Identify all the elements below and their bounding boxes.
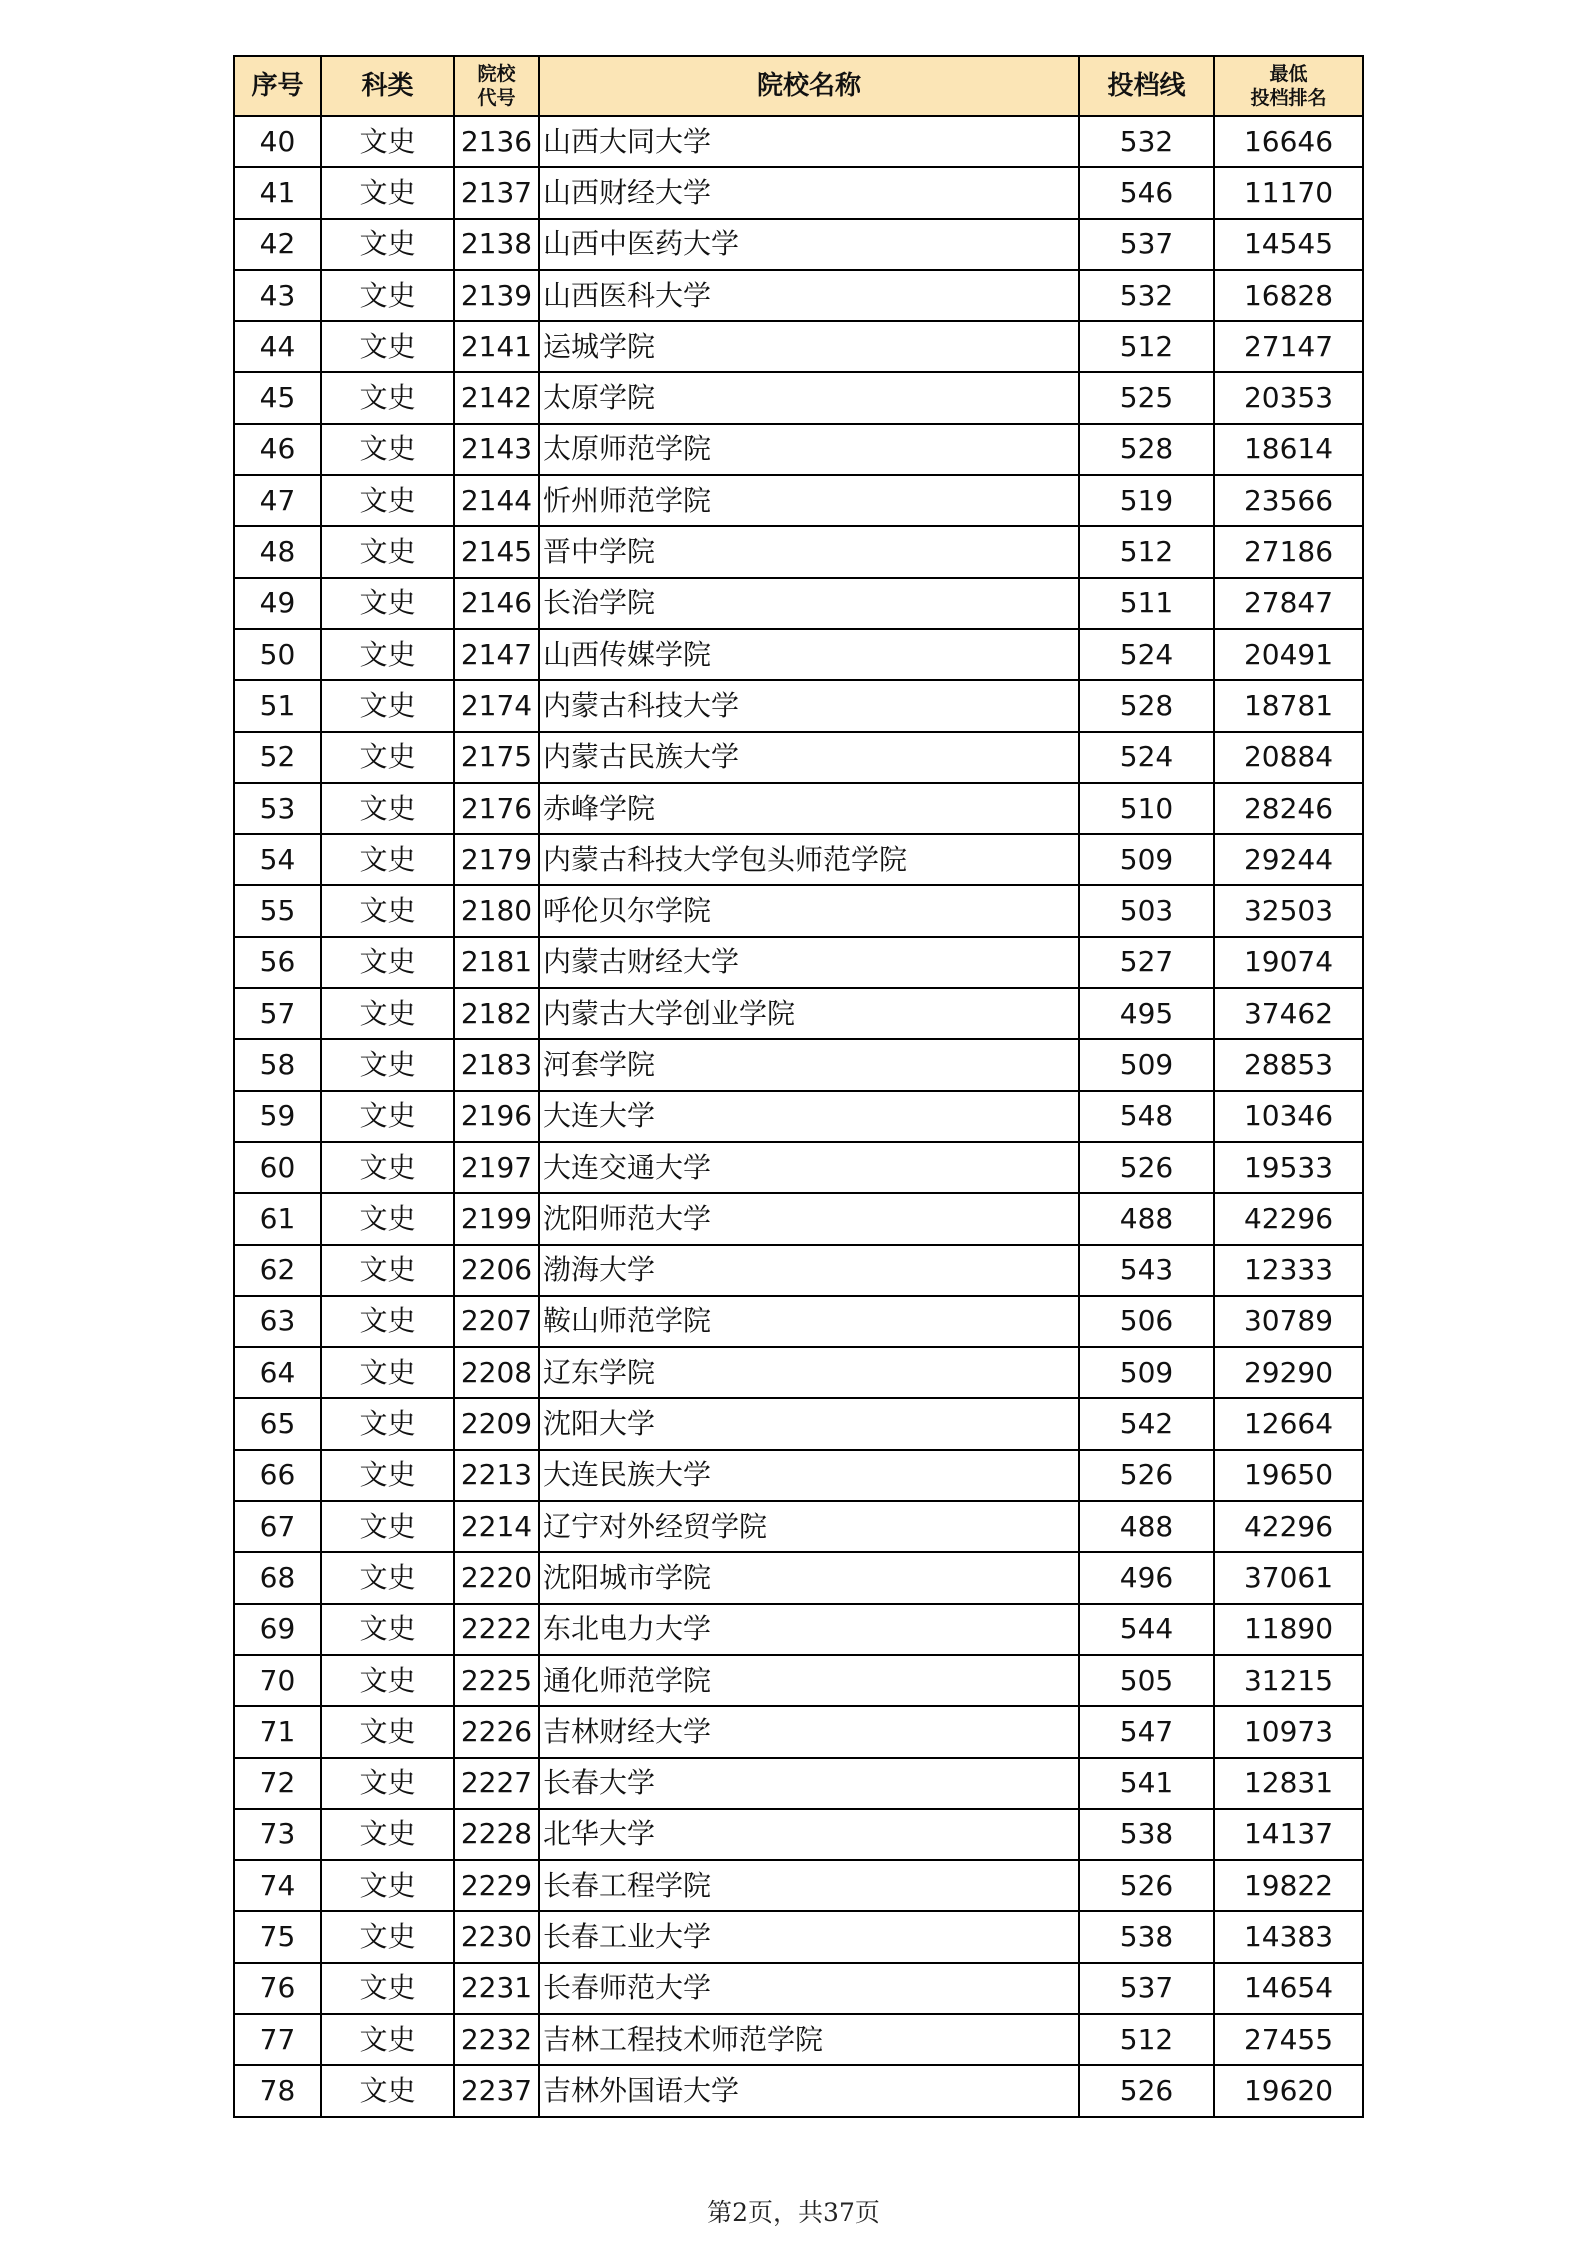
cell-school-code: 2226	[454, 1706, 539, 1757]
table-row	[234, 1450, 1363, 1501]
cell-school-name: 内蒙古科技大学包头师范学院	[539, 834, 1079, 885]
cell-seq: 64	[234, 1347, 321, 1398]
cell-seq: 78	[234, 2065, 321, 2116]
header-category: 科类	[321, 56, 454, 116]
cell-admission-line: 526	[1079, 1450, 1214, 1501]
cell-school-name: 沈阳城市学院	[539, 1552, 1079, 1603]
cell-school-code: 2214	[454, 1501, 539, 1552]
cell-school-name: 大连民族大学	[539, 1450, 1079, 1501]
cell-admission-line: 512	[1079, 321, 1214, 372]
cell-admission-line: 532	[1079, 116, 1214, 167]
cell-category: 文史	[321, 270, 454, 321]
cell-category: 文史	[321, 219, 454, 270]
cell-category: 文史	[321, 475, 454, 526]
table-row	[234, 2065, 1363, 2116]
cell-school-name: 辽宁对外经贸学院	[539, 1501, 1079, 1552]
cell-school-name: 内蒙古民族大学	[539, 732, 1079, 783]
cell-seq: 74	[234, 1860, 321, 1911]
cell-category: 文史	[321, 988, 454, 1039]
cell-min-rank: 18781	[1214, 680, 1363, 731]
cell-min-rank: 12664	[1214, 1398, 1363, 1449]
table-row	[234, 1501, 1363, 1552]
cell-admission-line: 526	[1079, 1142, 1214, 1193]
cell-school-code: 2144	[454, 475, 539, 526]
cell-category: 文史	[321, 1706, 454, 1757]
cell-admission-line: 528	[1079, 424, 1214, 475]
admission-score-sheet	[233, 55, 1362, 2118]
cell-min-rank: 12831	[1214, 1758, 1363, 1809]
cell-school-code: 2174	[454, 680, 539, 731]
cell-category: 文史	[321, 1245, 454, 1296]
cell-category: 文史	[321, 424, 454, 475]
table-row	[234, 1809, 1363, 1860]
cell-school-code: 2181	[454, 937, 539, 988]
cell-seq: 69	[234, 1604, 321, 1655]
cell-admission-line: 532	[1079, 270, 1214, 321]
cell-school-name: 长春大学	[539, 1758, 1079, 1809]
cell-school-code: 2232	[454, 2014, 539, 2065]
cell-category: 文史	[321, 578, 454, 629]
cell-school-code: 2209	[454, 1398, 539, 1449]
header-school-code	[454, 56, 539, 116]
cell-admission-line: 512	[1079, 2014, 1214, 2065]
cell-school-name: 长治学院	[539, 578, 1079, 629]
cell-min-rank: 14383	[1214, 1911, 1363, 1962]
cell-category: 文史	[321, 1347, 454, 1398]
cell-school-code: 2220	[454, 1552, 539, 1603]
cell-min-rank: 27455	[1214, 2014, 1363, 2065]
cell-seq: 77	[234, 2014, 321, 2065]
cell-school-name: 辽东学院	[539, 1347, 1079, 1398]
cell-school-name: 太原学院	[539, 372, 1079, 423]
cell-school-name: 长春工程学院	[539, 1860, 1079, 1911]
cell-school-code: 2222	[454, 1604, 539, 1655]
cell-admission-line: 527	[1079, 937, 1214, 988]
cell-category: 文史	[321, 834, 454, 885]
cell-category: 文史	[321, 321, 454, 372]
cell-admission-line: 506	[1079, 1296, 1214, 1347]
table-row	[234, 167, 1363, 218]
table-row	[234, 219, 1363, 270]
cell-school-name: 吉林财经大学	[539, 1706, 1079, 1757]
cell-admission-line: 509	[1079, 1347, 1214, 1398]
table-row	[234, 732, 1363, 783]
table-row	[234, 424, 1363, 475]
table-row	[234, 578, 1363, 629]
cell-school-code: 2143	[454, 424, 539, 475]
table-row	[234, 680, 1363, 731]
cell-seq: 50	[234, 629, 321, 680]
cell-seq: 70	[234, 1655, 321, 1706]
cell-school-code: 2207	[454, 1296, 539, 1347]
cell-school-code: 2138	[454, 219, 539, 270]
cell-school-code: 2146	[454, 578, 539, 629]
cell-admission-line: 526	[1079, 2065, 1214, 2116]
table-row	[234, 1706, 1363, 1757]
cell-seq: 58	[234, 1039, 321, 1090]
cell-admission-line: 488	[1079, 1501, 1214, 1552]
cell-school-name: 山西大同大学	[539, 116, 1079, 167]
cell-category: 文史	[321, 783, 454, 834]
header-admission-line: 投档线	[1079, 56, 1214, 116]
table-header-row	[234, 56, 1363, 116]
cell-admission-line: 542	[1079, 1398, 1214, 1449]
cell-min-rank: 19620	[1214, 2065, 1363, 2116]
cell-school-name: 运城学院	[539, 321, 1079, 372]
cell-min-rank: 11890	[1214, 1604, 1363, 1655]
cell-category: 文史	[321, 885, 454, 936]
cell-category: 文史	[321, 2014, 454, 2065]
cell-school-name: 晋中学院	[539, 526, 1079, 577]
table-row	[234, 1193, 1363, 1244]
cell-school-code: 2208	[454, 1347, 539, 1398]
cell-school-code: 2145	[454, 526, 539, 577]
cell-min-rank: 20491	[1214, 629, 1363, 680]
cell-school-name: 大连大学	[539, 1091, 1079, 1142]
cell-school-code: 2179	[454, 834, 539, 885]
cell-category: 文史	[321, 1450, 454, 1501]
cell-school-name: 长春师范大学	[539, 1963, 1079, 2014]
cell-school-name: 赤峰学院	[539, 783, 1079, 834]
cell-admission-line: 510	[1079, 783, 1214, 834]
cell-min-rank: 37061	[1214, 1552, 1363, 1603]
cell-min-rank: 27147	[1214, 321, 1363, 372]
cell-admission-line: 509	[1079, 834, 1214, 885]
cell-admission-line: 509	[1079, 1039, 1214, 1090]
cell-seq: 72	[234, 1758, 321, 1809]
cell-category: 文史	[321, 1193, 454, 1244]
cell-category: 文史	[321, 680, 454, 731]
cell-school-code: 2176	[454, 783, 539, 834]
cell-seq: 75	[234, 1911, 321, 1962]
cell-min-rank: 20884	[1214, 732, 1363, 783]
cell-category: 文史	[321, 372, 454, 423]
cell-seq: 59	[234, 1091, 321, 1142]
header-school-code-line2: 代号	[477, 87, 516, 109]
cell-min-rank: 10346	[1214, 1091, 1363, 1142]
table-row	[234, 372, 1363, 423]
cell-school-code: 2225	[454, 1655, 539, 1706]
cell-admission-line: 524	[1079, 732, 1214, 783]
cell-seq: 71	[234, 1706, 321, 1757]
header-min-rank-line1: 最低	[1269, 63, 1308, 85]
cell-seq: 61	[234, 1193, 321, 1244]
table-row	[234, 1039, 1363, 1090]
header-school-code-line1: 院校	[477, 63, 516, 85]
cell-school-code: 2229	[454, 1860, 539, 1911]
cell-min-rank: 14654	[1214, 1963, 1363, 2014]
cell-school-name: 北华大学	[539, 1809, 1079, 1860]
cell-seq: 47	[234, 475, 321, 526]
table-row	[234, 2014, 1363, 2065]
cell-school-code: 2213	[454, 1450, 539, 1501]
cell-category: 文史	[321, 1604, 454, 1655]
cell-school-name: 沈阳大学	[539, 1398, 1079, 1449]
cell-school-name: 山西传媒学院	[539, 629, 1079, 680]
cell-seq: 44	[234, 321, 321, 372]
cell-school-code: 2137	[454, 167, 539, 218]
cell-school-code: 2139	[454, 270, 539, 321]
cell-category: 文史	[321, 116, 454, 167]
cell-min-rank: 10973	[1214, 1706, 1363, 1757]
table-row	[234, 1911, 1363, 1962]
cell-category: 文史	[321, 937, 454, 988]
table-row	[234, 1347, 1363, 1398]
cell-min-rank: 28246	[1214, 783, 1363, 834]
cell-seq: 56	[234, 937, 321, 988]
cell-seq: 54	[234, 834, 321, 885]
cell-seq: 68	[234, 1552, 321, 1603]
cell-school-code: 2142	[454, 372, 539, 423]
cell-school-code: 2227	[454, 1758, 539, 1809]
table-row	[234, 1758, 1363, 1809]
cell-category: 文史	[321, 1860, 454, 1911]
cell-school-name: 山西医科大学	[539, 270, 1079, 321]
cell-category: 文史	[321, 1296, 454, 1347]
table-row	[234, 1091, 1363, 1142]
cell-school-name: 忻州师范学院	[539, 475, 1079, 526]
cell-admission-line: 538	[1079, 1809, 1214, 1860]
page-footer: 第2页，共37页	[707, 2198, 880, 2227]
cell-school-code: 2197	[454, 1142, 539, 1193]
cell-min-rank: 30789	[1214, 1296, 1363, 1347]
cell-school-code: 2175	[454, 732, 539, 783]
cell-seq: 66	[234, 1450, 321, 1501]
cell-category: 文史	[321, 1552, 454, 1603]
cell-admission-line: 544	[1079, 1604, 1214, 1655]
cell-min-rank: 23566	[1214, 475, 1363, 526]
cell-seq: 63	[234, 1296, 321, 1347]
cell-seq: 62	[234, 1245, 321, 1296]
admission-score-table	[233, 55, 1364, 2118]
cell-school-name: 长春工业大学	[539, 1911, 1079, 1962]
table-row	[234, 885, 1363, 936]
cell-school-code: 2141	[454, 321, 539, 372]
cell-min-rank: 42296	[1214, 1193, 1363, 1244]
cell-school-code: 2196	[454, 1091, 539, 1142]
cell-school-name: 内蒙古大学创业学院	[539, 988, 1079, 1039]
cell-category: 文史	[321, 1142, 454, 1193]
cell-seq: 45	[234, 372, 321, 423]
cell-min-rank: 27847	[1214, 578, 1363, 629]
table-row	[234, 834, 1363, 885]
cell-category: 文史	[321, 1655, 454, 1706]
table-row	[234, 783, 1363, 834]
cell-school-name: 太原师范学院	[539, 424, 1079, 475]
cell-min-rank: 16646	[1214, 116, 1363, 167]
header-school-name: 院校名称	[539, 56, 1079, 116]
cell-school-code: 2182	[454, 988, 539, 1039]
cell-school-name: 鞍山师范学院	[539, 1296, 1079, 1347]
table-row	[234, 1552, 1363, 1603]
cell-admission-line: 538	[1079, 1911, 1214, 1962]
cell-category: 文史	[321, 1758, 454, 1809]
cell-school-name: 吉林工程技术师范学院	[539, 2014, 1079, 2065]
table-row	[234, 475, 1363, 526]
cell-category: 文史	[321, 167, 454, 218]
cell-admission-line: 541	[1079, 1758, 1214, 1809]
table-row	[234, 321, 1363, 372]
cell-school-code: 2230	[454, 1911, 539, 1962]
table-row	[234, 526, 1363, 577]
cell-min-rank: 42296	[1214, 1501, 1363, 1552]
cell-school-name: 山西财经大学	[539, 167, 1079, 218]
cell-school-name: 东北电力大学	[539, 1604, 1079, 1655]
cell-school-name: 大连交通大学	[539, 1142, 1079, 1193]
table-row	[234, 270, 1363, 321]
table-row	[234, 1398, 1363, 1449]
cell-school-name: 呼伦贝尔学院	[539, 885, 1079, 936]
cell-admission-line: 543	[1079, 1245, 1214, 1296]
cell-admission-line: 537	[1079, 1963, 1214, 2014]
cell-min-rank: 20353	[1214, 372, 1363, 423]
cell-admission-line: 547	[1079, 1706, 1214, 1757]
cell-seq: 42	[234, 219, 321, 270]
header-min-rank-line2: 投档排名	[1250, 87, 1327, 109]
cell-min-rank: 12333	[1214, 1245, 1363, 1296]
cell-school-name: 通化师范学院	[539, 1655, 1079, 1706]
cell-min-rank: 31215	[1214, 1655, 1363, 1706]
cell-school-code: 2136	[454, 116, 539, 167]
cell-seq: 76	[234, 1963, 321, 2014]
table-row	[234, 1604, 1363, 1655]
cell-admission-line: 528	[1079, 680, 1214, 731]
cell-school-name: 内蒙古科技大学	[539, 680, 1079, 731]
cell-seq: 40	[234, 116, 321, 167]
cell-admission-line: 519	[1079, 475, 1214, 526]
cell-school-name: 河套学院	[539, 1039, 1079, 1090]
table-row	[234, 1142, 1363, 1193]
table-row	[234, 937, 1363, 988]
cell-min-rank: 29290	[1214, 1347, 1363, 1398]
cell-seq: 73	[234, 1809, 321, 1860]
cell-admission-line: 496	[1079, 1552, 1214, 1603]
cell-seq: 65	[234, 1398, 321, 1449]
cell-category: 文史	[321, 2065, 454, 2116]
cell-min-rank: 19074	[1214, 937, 1363, 988]
cell-category: 文史	[321, 732, 454, 783]
cell-school-code: 2237	[454, 2065, 539, 2116]
cell-category: 文史	[321, 629, 454, 680]
table-row	[234, 1296, 1363, 1347]
cell-min-rank: 29244	[1214, 834, 1363, 885]
cell-min-rank: 19822	[1214, 1860, 1363, 1911]
cell-admission-line: 495	[1079, 988, 1214, 1039]
cell-admission-line: 503	[1079, 885, 1214, 936]
table-row	[234, 1963, 1363, 2014]
table-row	[234, 116, 1363, 167]
table-row	[234, 988, 1363, 1039]
cell-seq: 43	[234, 270, 321, 321]
cell-min-rank: 27186	[1214, 526, 1363, 577]
cell-seq: 57	[234, 988, 321, 1039]
cell-school-name: 渤海大学	[539, 1245, 1079, 1296]
cell-seq: 53	[234, 783, 321, 834]
cell-category: 文史	[321, 1809, 454, 1860]
cell-admission-line: 488	[1079, 1193, 1214, 1244]
cell-seq: 41	[234, 167, 321, 218]
cell-admission-line: 537	[1079, 219, 1214, 270]
cell-min-rank: 14137	[1214, 1809, 1363, 1860]
cell-school-name: 沈阳师范大学	[539, 1193, 1079, 1244]
cell-school-code: 2180	[454, 885, 539, 936]
cell-min-rank: 16828	[1214, 270, 1363, 321]
cell-admission-line: 526	[1079, 1860, 1214, 1911]
table-row	[234, 1860, 1363, 1911]
cell-min-rank: 37462	[1214, 988, 1363, 1039]
cell-min-rank: 14545	[1214, 219, 1363, 270]
cell-category: 文史	[321, 1501, 454, 1552]
cell-school-code: 2206	[454, 1245, 539, 1296]
cell-seq: 51	[234, 680, 321, 731]
cell-school-name: 内蒙古财经大学	[539, 937, 1079, 988]
cell-seq: 46	[234, 424, 321, 475]
cell-school-code: 2147	[454, 629, 539, 680]
cell-seq: 49	[234, 578, 321, 629]
cell-school-code: 2231	[454, 1963, 539, 2014]
cell-min-rank: 18614	[1214, 424, 1363, 475]
cell-seq: 52	[234, 732, 321, 783]
cell-school-code: 2228	[454, 1809, 539, 1860]
cell-admission-line: 546	[1079, 167, 1214, 218]
cell-admission-line: 548	[1079, 1091, 1214, 1142]
cell-category: 文史	[321, 526, 454, 577]
cell-seq: 67	[234, 1501, 321, 1552]
cell-seq: 48	[234, 526, 321, 577]
cell-admission-line: 524	[1079, 629, 1214, 680]
cell-category: 文史	[321, 1963, 454, 2014]
cell-category: 文史	[321, 1398, 454, 1449]
cell-seq: 60	[234, 1142, 321, 1193]
cell-category: 文史	[321, 1091, 454, 1142]
table-body	[234, 116, 1363, 2117]
cell-school-name: 吉林外国语大学	[539, 2065, 1079, 2116]
cell-min-rank: 32503	[1214, 885, 1363, 936]
header-min-rank	[1214, 56, 1363, 116]
cell-admission-line: 511	[1079, 578, 1214, 629]
cell-min-rank: 19650	[1214, 1450, 1363, 1501]
cell-min-rank: 19533	[1214, 1142, 1363, 1193]
table-row	[234, 1655, 1363, 1706]
table-row	[234, 1245, 1363, 1296]
table-row	[234, 629, 1363, 680]
cell-min-rank: 28853	[1214, 1039, 1363, 1090]
cell-school-name: 山西中医药大学	[539, 219, 1079, 270]
cell-category: 文史	[321, 1911, 454, 1962]
cell-category: 文史	[321, 1039, 454, 1090]
cell-school-code: 2183	[454, 1039, 539, 1090]
cell-admission-line: 512	[1079, 526, 1214, 577]
cell-min-rank: 11170	[1214, 167, 1363, 218]
cell-school-code: 2199	[454, 1193, 539, 1244]
cell-admission-line: 525	[1079, 372, 1214, 423]
cell-admission-line: 505	[1079, 1655, 1214, 1706]
cell-seq: 55	[234, 885, 321, 936]
header-seq: 序号	[234, 56, 321, 116]
